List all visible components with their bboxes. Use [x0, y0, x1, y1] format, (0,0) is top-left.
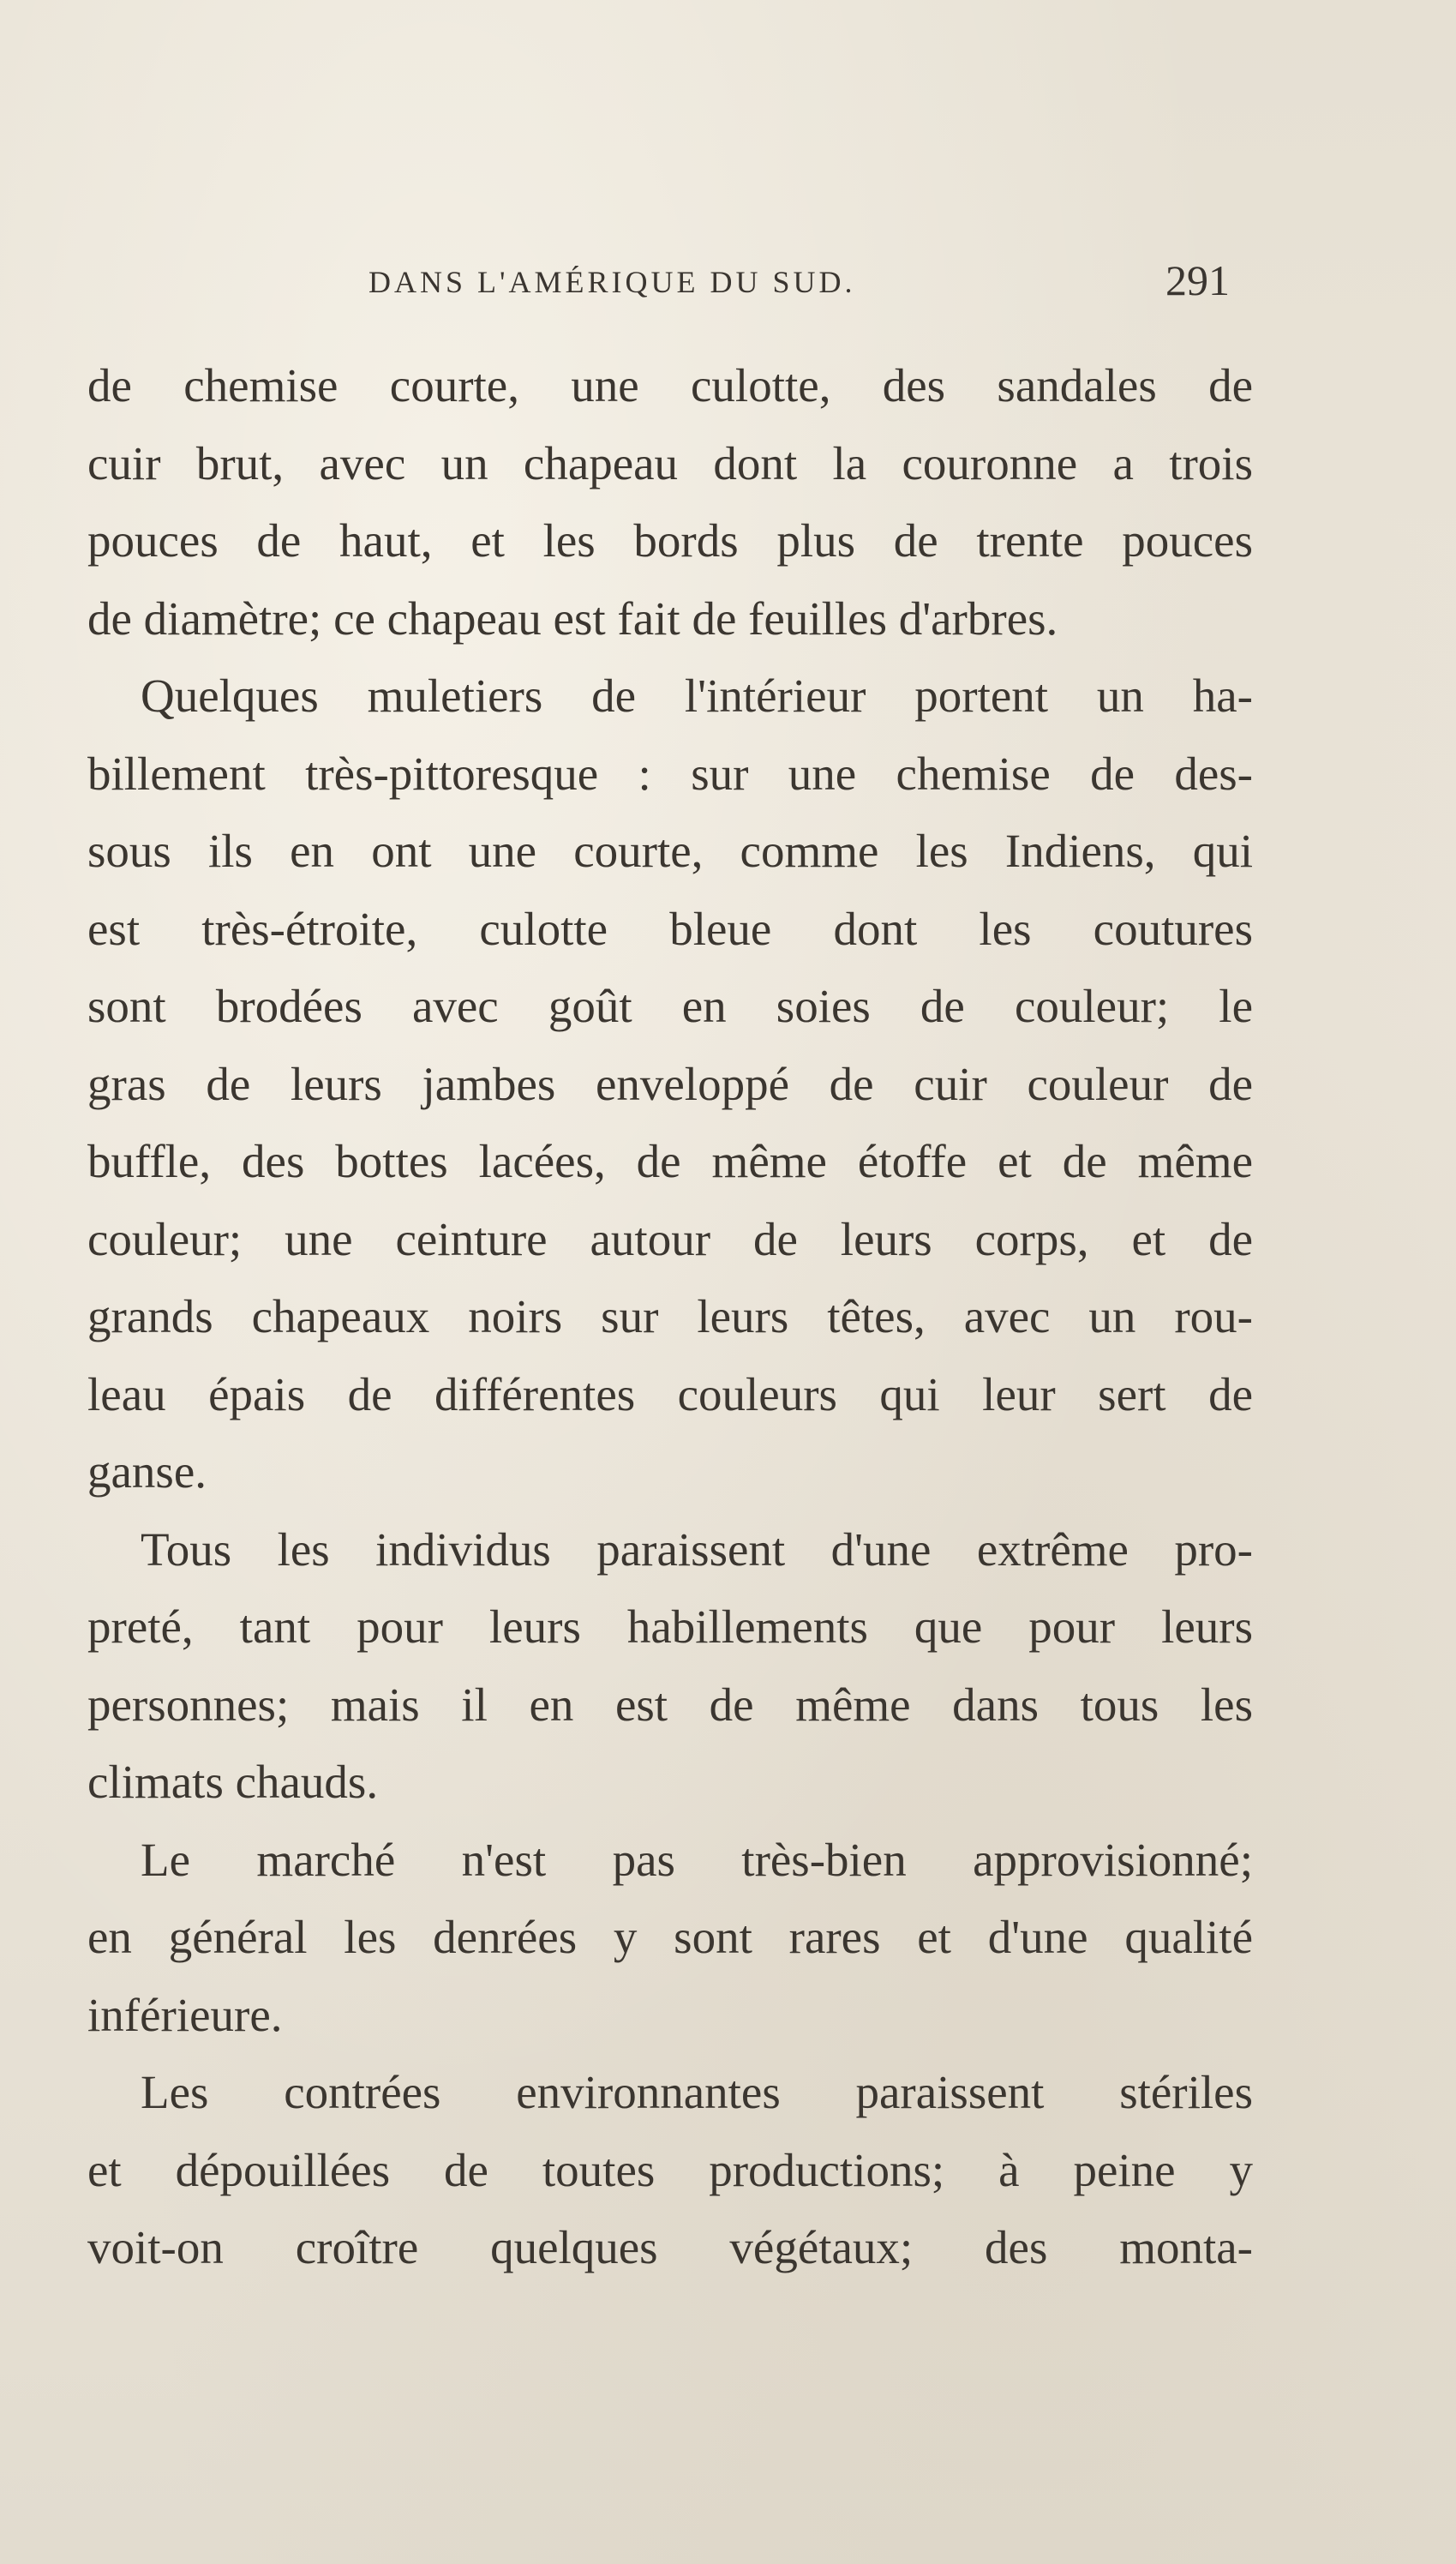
- text-line: de chemise courte, une culotte, des sandales de: [87, 359, 1253, 411]
- text-line: leau épais de différentes couleurs qui leur sert de: [87, 1367, 1253, 1420]
- text-line: Le marché n'est pas très-bien approvisionné;: [141, 1833, 1253, 1886]
- text-line: de diamètre; ce chapeau est fait de feuilles d'arbres.: [87, 591, 1058, 645]
- text-line: Les contrées environnantes paraissent stériles: [141, 2066, 1253, 2118]
- text-line: et dépouillées de toutes productions; à peine y: [87, 2143, 1253, 2196]
- text-line: ganse.: [87, 1445, 207, 1498]
- text-line: cuir brut, avec un chapeau dont la couronne a trois: [87, 436, 1253, 489]
- text-line: couleur; une ceinture autour de leurs corps, et de: [87, 1212, 1253, 1265]
- page-number: 291: [1165, 256, 1230, 304]
- text-line: est très-étroite, culotte bleue dont les coutures: [87, 902, 1253, 955]
- text-line: billement très-pittoresque : sur une chemise de des-: [87, 747, 1253, 800]
- text-line: sous ils en ont une courte, comme les Indiens, qui: [87, 825, 1253, 877]
- text-line: voit-on croître quelques végétaux; des monta-: [87, 2221, 1253, 2273]
- text-line: Quelques muletiers de l'intérieur portent un ha-: [141, 670, 1253, 722]
- text-line: personnes; mais il en est de même dans tous les: [87, 1678, 1253, 1731]
- text-line: grands chapeaux noirs sur leurs têtes, avec un rou-: [87, 1290, 1253, 1342]
- text-line: sont brodées avec goût en soies de couleur; le: [87, 980, 1253, 1032]
- text-line: climats chauds.: [87, 1756, 379, 1808]
- text-line: pouces de haut, et les bords plus de trente pouces: [87, 514, 1253, 567]
- text-line: buffle, des bottes lacées, de même étoffe et de même: [87, 1135, 1253, 1187]
- text-line: gras de leurs jambes enveloppé de cuir couleur de: [87, 1057, 1253, 1110]
- text-line: Tous les individus paraissent d'une extrême pro-: [141, 1522, 1253, 1576]
- running-head: DANS L'AMÉRIQUE DU SUD.: [368, 265, 856, 299]
- text-line: preté, tant pour leurs habillements que pour leurs: [87, 1600, 1253, 1653]
- body-text: [87, 347, 1253, 2287]
- text-line: en général les denrées y sont rares et d'une qualité: [87, 1911, 1253, 1963]
- text-line: inférieure.: [87, 1988, 283, 2041]
